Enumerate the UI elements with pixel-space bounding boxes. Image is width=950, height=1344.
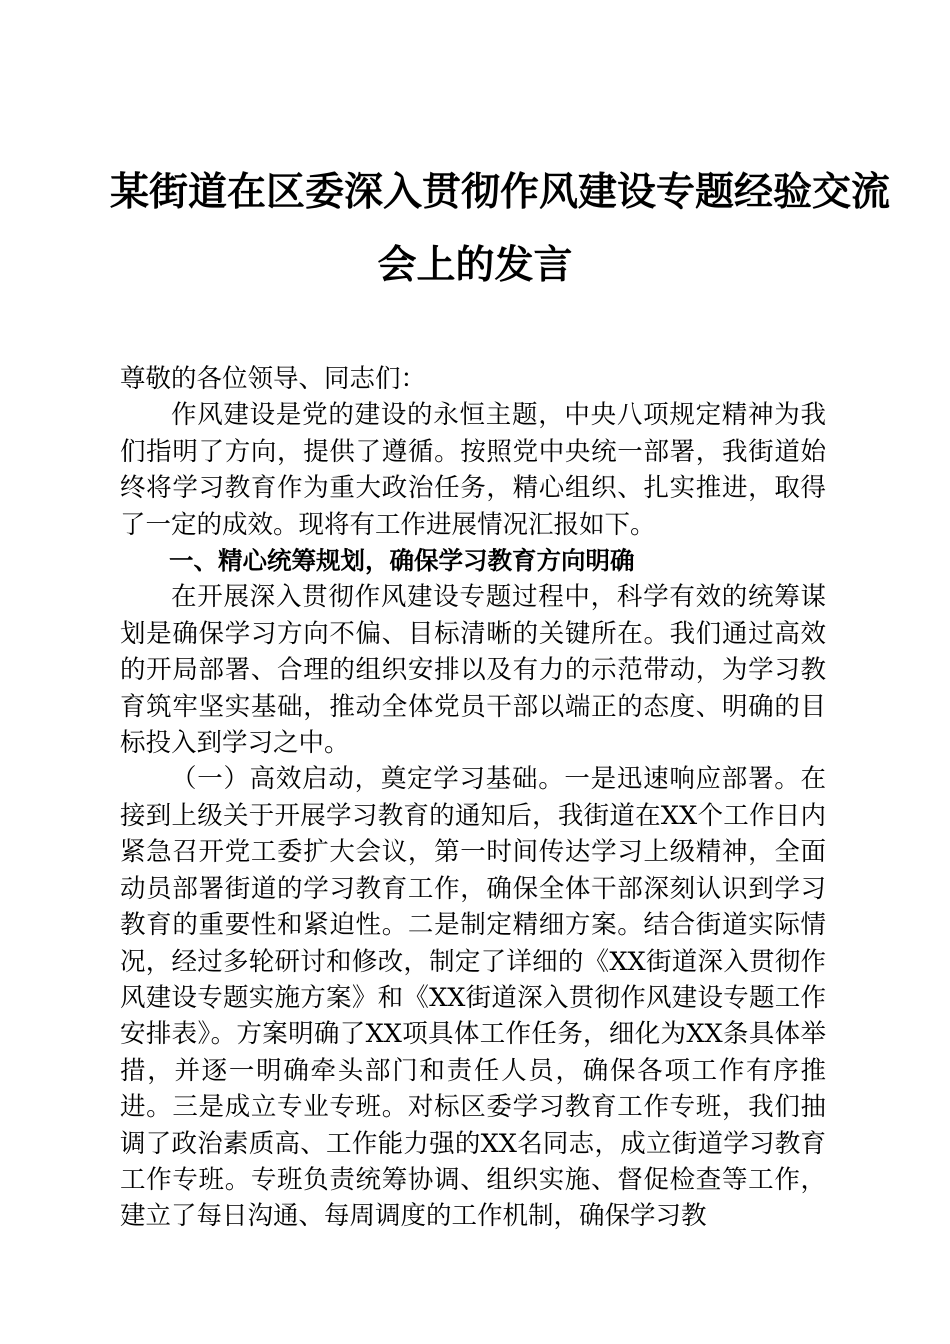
document-body (120, 361, 826, 1235)
salutation: 尊敬的各位领导、同志们： (120, 364, 427, 394)
subsection-1-paragraph (120, 761, 826, 1234)
subsection-1-lead: （一）高效启动，奠定学习基础。 (171, 764, 565, 795)
section-1-heading: 一、精心统筹规划，确保学习教育方向明确 (169, 546, 635, 576)
document-title-line-1: 某街道在区委深入贯彻作风建设专题经验交流 (110, 169, 891, 215)
subsection-1-text: 一是迅速响应部署。在接到上级关于开展学习教育的通知后，我街道在XX个工作日内紧急召开党工委扩大会议，第一时间传达学习上级精神，全面动员部署街道的学习教育工作，确保全体干部深刻认识到学习教育的重要性和紧迫性。二是制定精细方案。结合街道实际情况，经过多轮研讨和修改，制定了详细的《XX街道深入贯彻作风建设专题实施方案》和《XX街道深入贯彻作风建设专题工作安排表》。方案明确了XX项具体工作任务，细化为XX条具体举措，并逐一明确牵头部门和责任人员，确保各项工作有序推进。三是成立专业专班。对标区委学习教育工作专班，我们抽调了政治素质高、工作能力强的XX名同志，成立街道学习教育工作专班。专班负责统筹协调、组织实施、督促检查等工作，建立了每日沟通、每周调度的工作机制，确保学习教 (120, 764, 826, 1232)
intro-paragraph: 作风建设是党的建设的永恒主题，中央八项规定精神为我们指明了方向，提供了遵循。按照党中央统一部署，我街道始终将学习教育作为重大政治任务，精心组织、扎实推进，取得了一定的成效。现将有工作进展情况汇报如下。 (120, 400, 826, 540)
document-title-line-2: 会上的发言 (377, 242, 573, 288)
section-1-paragraph: 在开展深入贯彻作风建设专题过程中，科学有效的统筹谋划是确保学习方向不偏、目标清晰的关键所在。我们通过高效的开局部署、合理的组织安排以及有力的示范带动，为学习教育筑牢坚实基础，推动全体党员干部以端正的态度、明确的目标投入到学习之中。 (120, 582, 826, 759)
